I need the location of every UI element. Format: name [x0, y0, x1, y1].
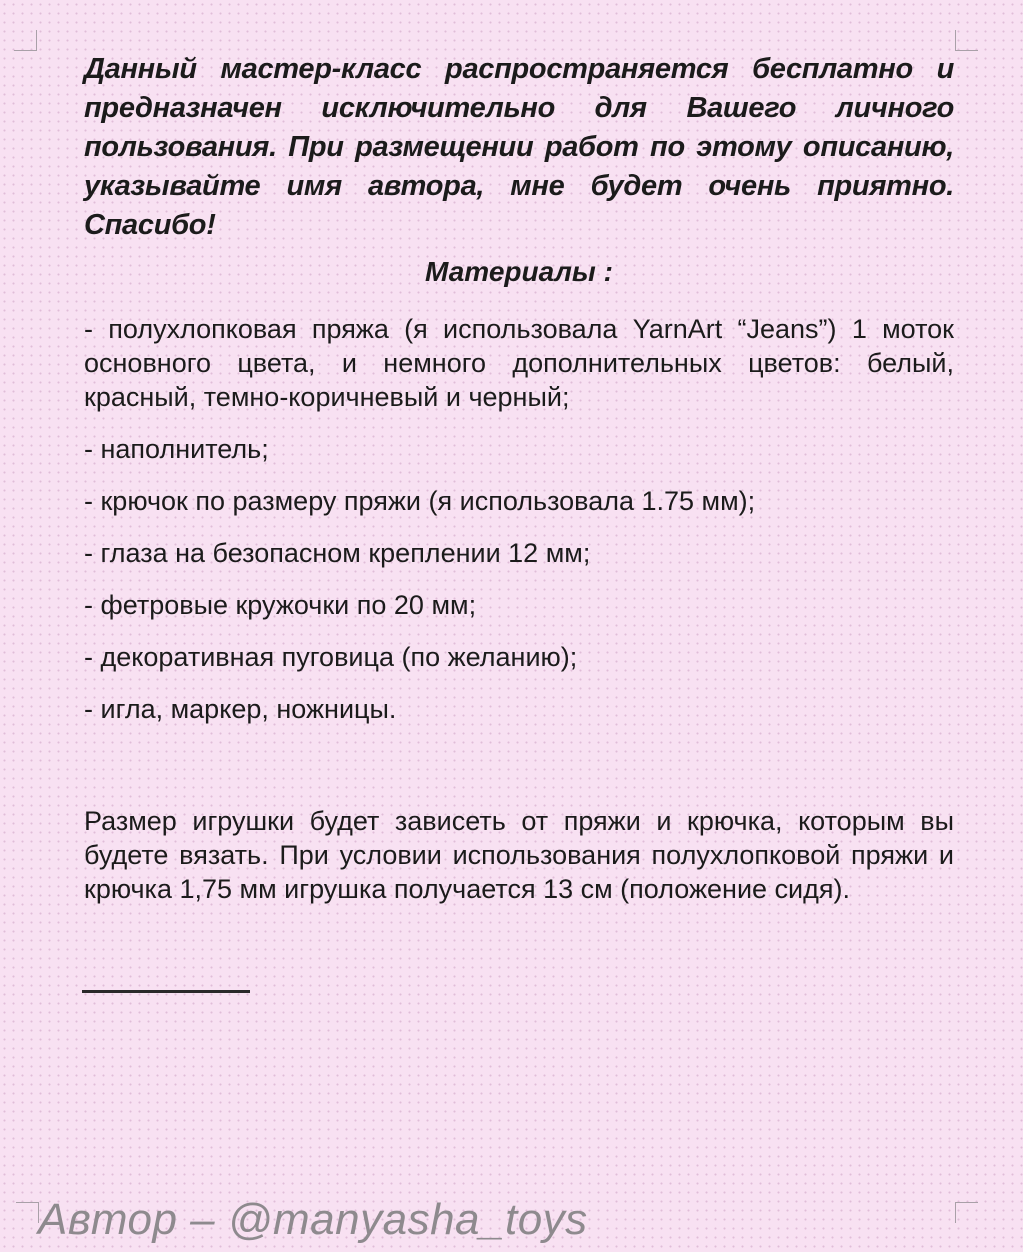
material-item-yarn: - полухлопковая пряжа (я использовала YarnArt “Jeans”) 1 моток основного цвета, и немного дополнительных цветов: белый, красный, темно-коричневый и черный;	[84, 314, 954, 412]
material-item-button: - декоративная пуговица (по желанию);	[84, 642, 578, 672]
material-item-filler: - наполнитель;	[84, 434, 269, 464]
material-item-tools: - игла, маркер, ножницы.	[84, 694, 397, 724]
material-item-safety-eyes: - глаза на безопасном креплении 12 мм;	[84, 538, 591, 568]
corner-mark-bottom-left	[16, 1202, 39, 1223]
author-watermark: Автор – @manyasha_toys	[38, 1195, 588, 1244]
intro-paragraph: Данный мастер-класс распространяется бесплатно и предназначен исключительно для Вашего личного пользования. При размещении работ по этому описанию, указывайте имя автора, мне будет очень приятно. Спасибо!	[84, 53, 954, 241]
divider-line	[82, 990, 250, 993]
corner-mark-bottom-right	[955, 1202, 978, 1223]
size-note-paragraph: Размер игрушки будет зависеть от пряжи и крючка, которым вы будете вязать. При условии использования полухлопковой пряжи и крючка 1,75 мм игрушка получается 13 см (положение сидя).	[84, 806, 954, 904]
material-item-felt-circles: - фетровые кружочки по 20 мм;	[84, 590, 477, 620]
document-page	[84, 50, 954, 906]
materials-list	[84, 312, 954, 726]
corner-mark-top-left	[14, 30, 37, 51]
corner-mark-top-right	[955, 30, 978, 51]
material-item-hook: - крючок по размеру пряжи (я использовала 1.75 мм);	[84, 486, 756, 516]
materials-heading: Материалы :	[425, 256, 613, 287]
